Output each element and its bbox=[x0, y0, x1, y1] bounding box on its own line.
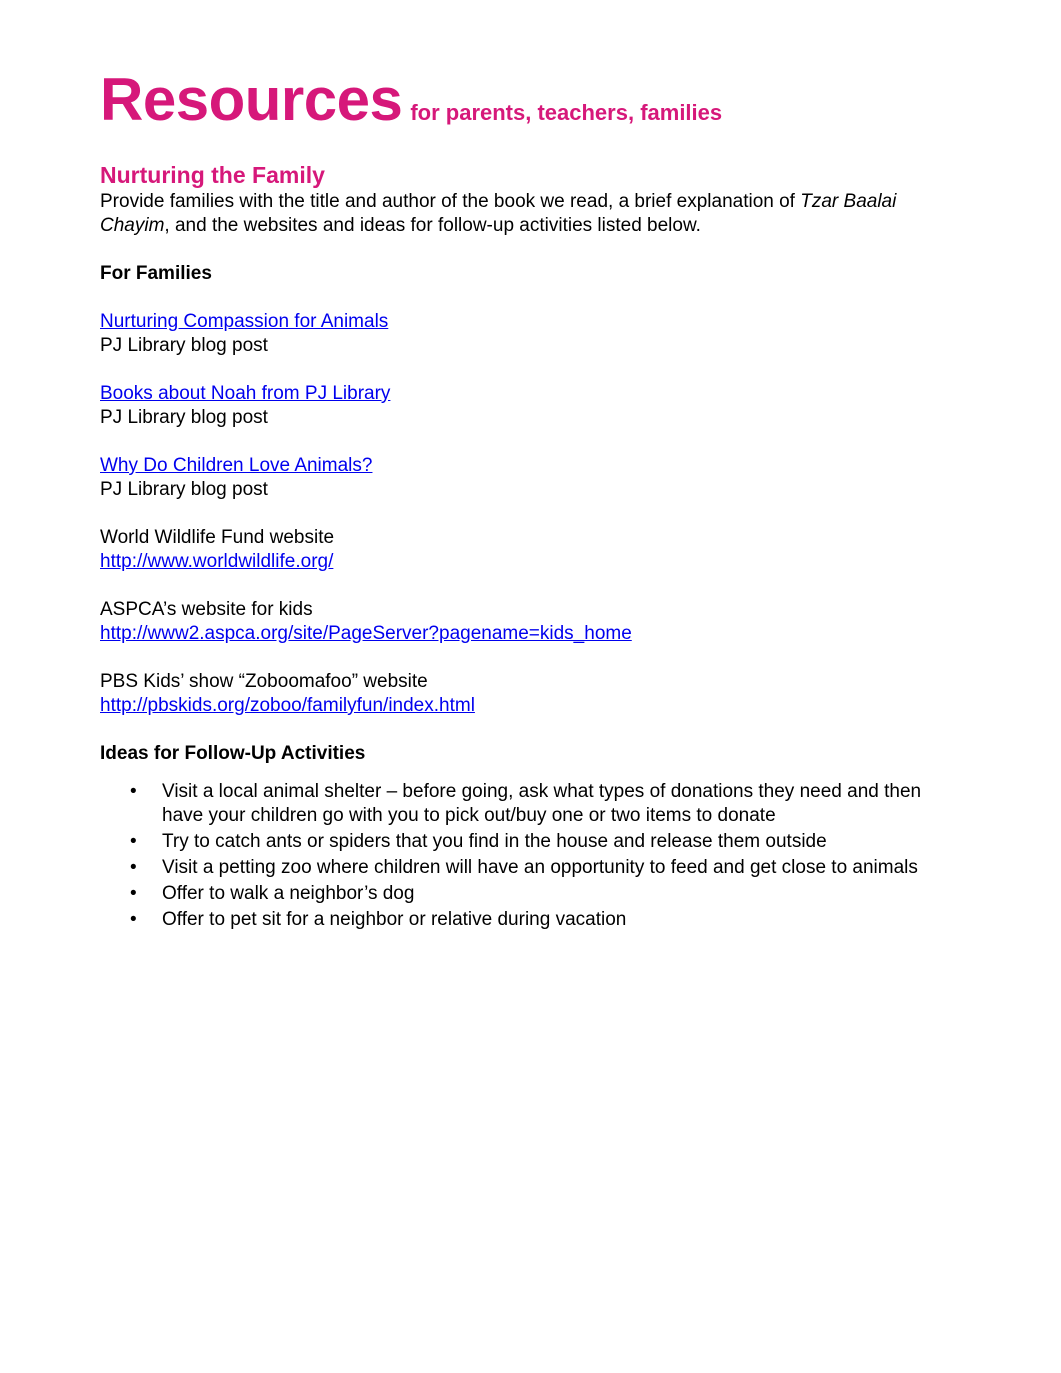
resource-description: PJ Library blog post bbox=[100, 479, 268, 500]
list-item-text: Offer to walk a neighbor’s dog bbox=[162, 883, 415, 904]
section-heading: Nurturing the Family bbox=[100, 162, 325, 188]
page-title-row bbox=[100, 62, 960, 138]
resource-item bbox=[100, 310, 960, 358]
resource-title: PBS Kids’ show “Zoboomafoo” website bbox=[100, 671, 428, 692]
resource-item bbox=[100, 526, 960, 574]
resource-link-books-about-noah[interactable]: Books about Noah from PJ Library bbox=[100, 383, 391, 404]
resource-url-worldwildlife[interactable]: http://www.worldwildlife.org/ bbox=[100, 551, 334, 572]
bullet-icon: • bbox=[130, 831, 137, 852]
resource-link-nurturing-compassion[interactable]: Nurturing Compassion for Animals bbox=[100, 311, 389, 332]
list-item-text: Try to catch ants or spiders that you find in the house and release them outside bbox=[162, 831, 827, 852]
list-item bbox=[100, 908, 960, 932]
resource-item bbox=[100, 454, 960, 502]
ideas-list bbox=[100, 780, 960, 932]
resource-title: World Wildlife Fund website bbox=[100, 527, 335, 548]
resource-url-aspca[interactable]: http://www2.aspca.org/site/PageServer?pagename=kids_home bbox=[100, 623, 632, 644]
resource-item bbox=[100, 598, 960, 646]
document-page bbox=[100, 62, 960, 934]
for-families-heading: For Families bbox=[100, 263, 212, 284]
list-item bbox=[100, 882, 960, 906]
bullet-icon: • bbox=[130, 781, 137, 802]
list-item-text: Visit a petting zoo where children will have an opportunity to feed and get close to animals bbox=[162, 857, 918, 878]
bullet-icon: • bbox=[130, 909, 137, 930]
list-item bbox=[100, 856, 960, 880]
ideas-heading: Ideas for Follow-Up Activities bbox=[100, 743, 366, 764]
resource-url-pbskids[interactable]: http://pbskids.org/zoboo/familyfun/index.html bbox=[100, 695, 475, 716]
resource-title: ASPCA’s website for kids bbox=[100, 599, 313, 620]
resource-description: PJ Library blog post bbox=[100, 407, 268, 428]
resource-item bbox=[100, 670, 960, 718]
intro-text-italic: Tzar Baalai Chayim bbox=[100, 191, 897, 236]
list-item-text: Visit a local animal shelter – before going, ask what types of donations they need and then have your children go with you to pick out/buy one or two items to donate bbox=[162, 781, 922, 826]
bullet-icon: • bbox=[130, 857, 137, 878]
resource-item bbox=[100, 382, 960, 430]
intro-text-part2: , and the websites and ideas for follow-up activities listed below. bbox=[164, 215, 701, 236]
page-title: Resources bbox=[100, 66, 403, 133]
intro-text-part1: Provide families with the title and author of the book we read, a brief explanation of bbox=[100, 191, 801, 212]
page-subtitle: for parents, teachers, families bbox=[410, 100, 723, 125]
list-item-text: Offer to pet sit for a neighbor or relative during vacation bbox=[162, 909, 627, 930]
resource-description: PJ Library blog post bbox=[100, 335, 268, 356]
section-intro bbox=[100, 190, 960, 238]
bullet-icon: • bbox=[130, 883, 137, 904]
list-item bbox=[100, 780, 960, 828]
resource-link-why-children-love-animals[interactable]: Why Do Children Love Animals? bbox=[100, 455, 373, 476]
list-item bbox=[100, 830, 960, 854]
